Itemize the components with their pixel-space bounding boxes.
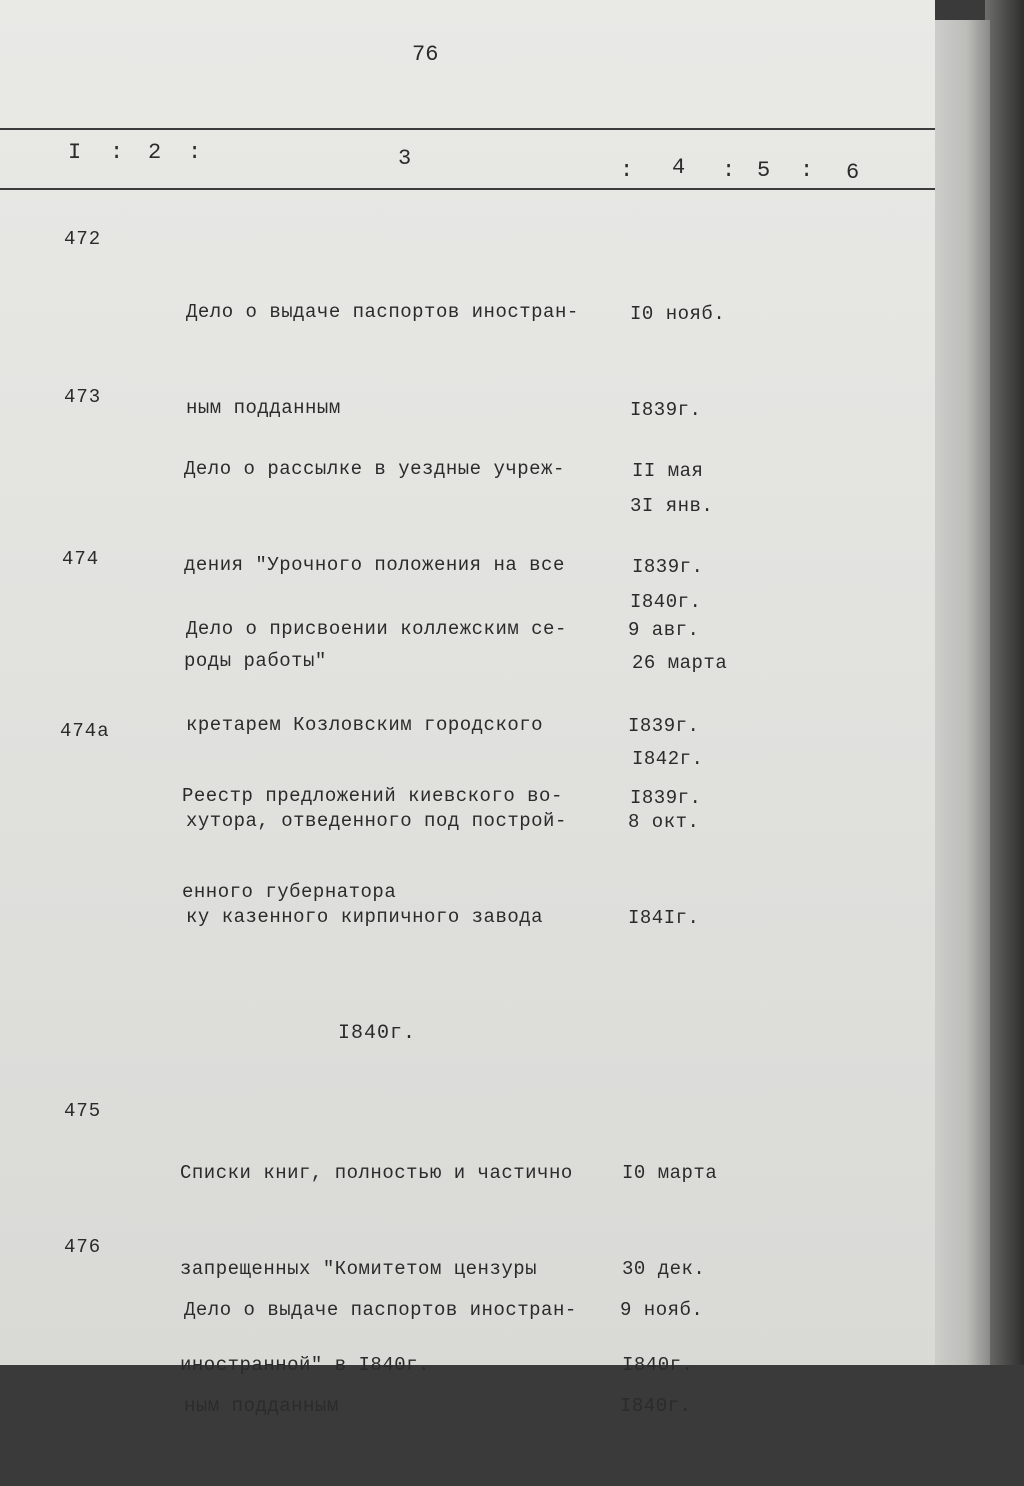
- col-header-2: 2: [148, 140, 163, 165]
- year-heading: I840г.: [338, 1022, 417, 1045]
- date-line: I839г.: [630, 399, 702, 421]
- description-line: Списки книг, полностью и частично: [180, 1162, 573, 1184]
- description-line: енного губернатора: [182, 881, 397, 903]
- date-line: I839г.: [630, 787, 702, 809]
- description-line: иностранной" в I840г.: [180, 1354, 430, 1376]
- date-line: 30 дек.: [622, 1258, 706, 1280]
- col-header-sep: :: [620, 158, 635, 183]
- entry-number: 473: [64, 386, 102, 408]
- date-line: 9 авг.: [628, 619, 700, 641]
- description-line: Дело о присвоении коллежским се-: [186, 618, 567, 640]
- entry-number: 474: [62, 548, 100, 570]
- description-line: ку казенного кирпичного завода: [186, 906, 544, 928]
- date-line: I840г.: [630, 591, 702, 613]
- description-line: Дело о выдаче паспортов иностран-: [186, 301, 579, 323]
- col-header-4: 4: [672, 155, 687, 180]
- description-line: ным подданным: [186, 397, 341, 419]
- header-bottom-rule: [0, 188, 935, 190]
- description-line: Реестр предложений киевского во-: [182, 785, 563, 807]
- header-top-rule: [0, 128, 935, 130]
- col-header-5: 5: [757, 158, 772, 183]
- col-header-1: I: [68, 140, 83, 165]
- underlying-page-edge: [930, 20, 990, 1365]
- entry-description: [184, 1230, 577, 1486]
- page-number: 76: [412, 42, 439, 67]
- description-line: роды работы": [184, 650, 327, 672]
- entry-number: 472: [64, 228, 102, 250]
- entry-number: 476: [64, 1236, 102, 1258]
- date-line: I842г.: [632, 748, 704, 770]
- date-line: I0 нояб.: [630, 303, 726, 325]
- col-header-3: 3: [398, 146, 413, 171]
- col-header-sep: :: [800, 158, 815, 183]
- date-line: I0 марта: [622, 1162, 718, 1184]
- col-header-sep: :: [110, 140, 125, 165]
- date-line: I84Iг.: [628, 907, 700, 929]
- date-line: 3I янв.: [630, 495, 714, 517]
- col-header-sep: :: [188, 140, 203, 165]
- description-line: ным подданным: [184, 1395, 339, 1417]
- description-line: хутора, отведенного под построй-: [186, 810, 567, 832]
- date-line: I839г.: [632, 556, 704, 578]
- description-line: Дело о выдаче паспортов иностран-: [184, 1299, 577, 1321]
- description-line: дения "Урочного положения на все: [184, 554, 565, 576]
- date-line: I840г.: [622, 1354, 694, 1376]
- entry-dates: [630, 718, 701, 878]
- date-line: 26 марта: [632, 652, 728, 674]
- entry-dates: [620, 1230, 703, 1486]
- entry-number: 475: [64, 1100, 102, 1122]
- entry-description: [182, 716, 563, 972]
- date-line: 8 окт.: [628, 811, 700, 833]
- date-line: 9 нояб.: [620, 1299, 704, 1321]
- description-line: Дело о рассылке в уездные учреж-: [184, 458, 565, 480]
- col-header-sep: :: [722, 158, 737, 183]
- entry-number: 474а: [60, 720, 110, 742]
- date-line: I839г.: [628, 715, 700, 737]
- description-line: кретарем Козловским городского: [186, 714, 544, 736]
- date-line: II мая: [632, 460, 704, 482]
- date-line: I840г.: [620, 1395, 692, 1417]
- col-header-6: 6: [846, 160, 861, 185]
- description-line: запрещенных "Комитетом цензуры: [180, 1258, 538, 1280]
- background-edge: [985, 0, 1024, 1365]
